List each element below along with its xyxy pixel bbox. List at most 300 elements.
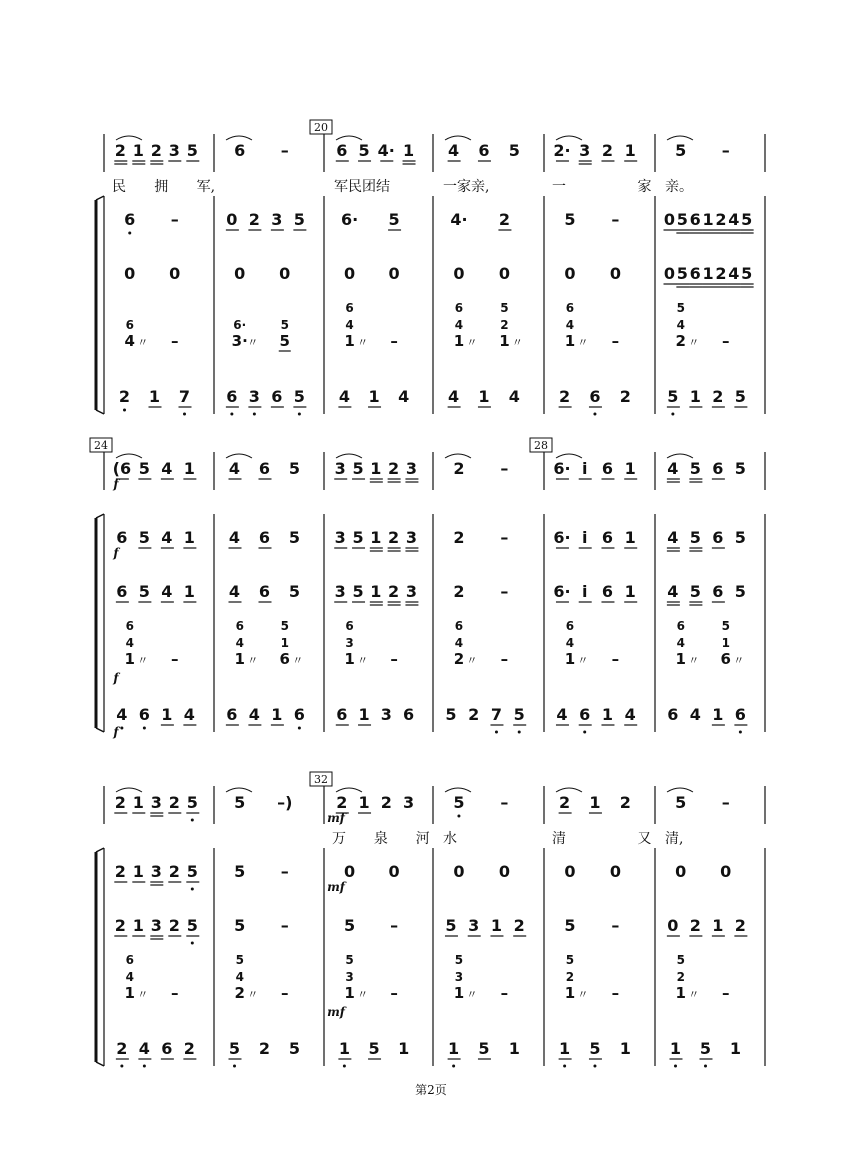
page-number: 第2页: [415, 1083, 447, 1097]
chord-note: –: [171, 984, 179, 1002]
note: 2: [150, 141, 162, 160]
lyric-text: 泉: [373, 831, 388, 847]
note: 5: [186, 862, 198, 881]
note: 5: [675, 793, 687, 812]
chord-note: 6: [279, 650, 290, 668]
chord-note: 6: [720, 650, 731, 668]
note: 5: [741, 264, 753, 283]
chord-note: 4: [345, 318, 354, 332]
note: 6·: [340, 210, 359, 229]
note: 6: [226, 705, 238, 724]
measure-number: 28: [534, 439, 548, 452]
dynamic-mark: f: [113, 546, 119, 560]
tremolo-mark: 〃: [466, 654, 478, 667]
note: 3: [405, 459, 418, 478]
lyric-text: 军,: [196, 179, 216, 195]
note: –: [500, 793, 509, 812]
note: 5: [445, 916, 457, 935]
chord-note: 5: [565, 953, 575, 967]
dynamic-mark: f: [113, 671, 119, 685]
note: 4: [728, 210, 740, 229]
chord-note: 4: [454, 636, 464, 650]
chord-note: 1: [344, 650, 355, 668]
note: 5: [293, 387, 305, 406]
note: 4: [728, 264, 740, 283]
lyric-text: 家: [637, 179, 652, 195]
note: 5: [689, 528, 701, 547]
note: 4: [161, 459, 173, 478]
note: 2: [619, 387, 631, 406]
dynamic-mark: f: [113, 725, 119, 739]
chord-note: 1: [675, 650, 686, 668]
chord-note: 5: [676, 301, 685, 315]
note: 6: [712, 459, 724, 478]
note: 4: [667, 528, 679, 547]
chord-note: 2: [234, 984, 245, 1002]
chord-note: 4: [565, 636, 575, 650]
note: 1: [271, 705, 283, 724]
note: –: [611, 210, 620, 229]
note: 5: [667, 387, 679, 406]
note: 0: [279, 264, 291, 283]
chord-note: 4: [235, 970, 244, 984]
note: 3: [248, 387, 260, 406]
note: 6: [712, 582, 724, 601]
note: 0: [388, 264, 400, 283]
note: 5: [352, 528, 364, 547]
chord-note: 3: [345, 636, 354, 650]
note: 5: [293, 210, 305, 229]
note: 6: [271, 387, 283, 406]
chord-note: 5: [676, 953, 685, 967]
note: 2: [114, 916, 126, 935]
chord-note: 2: [565, 970, 575, 984]
chord-note: 6: [345, 301, 354, 315]
chord-note: –: [390, 984, 398, 1002]
chord-note: 5: [280, 318, 289, 332]
lyric-text: 一: [552, 179, 566, 195]
note: 4: [228, 528, 241, 547]
octave-dot: [704, 1065, 707, 1068]
note: 5: [689, 459, 701, 478]
note: 1: [132, 141, 144, 160]
note: 1: [338, 1039, 350, 1058]
tremolo-mark: 〃: [688, 336, 700, 349]
chord-note: 4: [676, 636, 685, 650]
note: –): [277, 793, 293, 812]
note: 2: [388, 528, 400, 547]
chord-note: 4: [565, 318, 575, 332]
note: 2·: [553, 141, 571, 160]
note: 0: [609, 862, 621, 881]
note: 0: [124, 264, 136, 283]
note: 2: [513, 916, 525, 935]
tremolo-mark: 〃: [137, 988, 149, 1001]
chord-note: 1: [124, 984, 135, 1002]
chord-note: –: [611, 650, 620, 668]
note: 2: [248, 210, 260, 229]
chord-note: 6: [125, 318, 134, 332]
note: 4: [398, 387, 410, 406]
note: 5: [453, 793, 465, 812]
chord-note: 3: [454, 970, 464, 984]
note: 0: [169, 264, 181, 283]
note: 7: [178, 387, 191, 406]
chord-note: –: [722, 984, 730, 1002]
chord-note: 1: [564, 650, 576, 668]
tremolo-mark: 〃: [357, 336, 369, 349]
slur: [445, 136, 471, 140]
octave-dot: [739, 731, 742, 734]
note: 3: [579, 141, 591, 160]
note: 4: [667, 582, 679, 601]
chord-note: 4: [125, 636, 134, 650]
note: 5: [734, 528, 746, 547]
chord-note: –: [390, 332, 398, 350]
tremolo-mark: 〃: [357, 654, 369, 667]
note: 0: [388, 862, 400, 881]
note: 5: [344, 916, 356, 935]
octave-dot: [674, 1065, 677, 1068]
note: –: [611, 916, 620, 935]
note: 2: [715, 264, 727, 283]
note: 4: [183, 705, 195, 724]
note: 1: [712, 705, 724, 724]
note: 5: [508, 141, 520, 160]
note: i: [581, 459, 588, 478]
chord-note: 4: [676, 318, 685, 332]
slur: [445, 454, 471, 458]
tremolo-mark: 〃: [247, 988, 259, 1001]
note: (6: [112, 459, 132, 478]
slur: [226, 788, 252, 792]
chord-note: 1: [721, 636, 730, 650]
slur: [336, 788, 362, 792]
note: 2: [336, 793, 348, 812]
note: 1: [624, 141, 636, 160]
note: 1: [689, 387, 701, 406]
chord-note: 4: [124, 332, 135, 350]
chord-note: 4: [125, 970, 134, 984]
note: 0: [226, 210, 238, 229]
note: 5: [675, 141, 687, 160]
chord-note: 3·: [231, 332, 248, 350]
chord-note: 5: [345, 953, 354, 967]
note: 2: [114, 141, 126, 160]
note: 5: [445, 705, 457, 724]
note: 1: [559, 1039, 571, 1058]
note: –: [280, 916, 289, 935]
note: 1: [448, 1039, 460, 1058]
note: 6: [161, 1039, 173, 1058]
note: 1: [624, 459, 636, 478]
slur: [556, 454, 582, 458]
note: 2: [183, 1039, 195, 1058]
note: 0: [663, 210, 676, 229]
note: 1: [132, 793, 144, 812]
note: 4: [508, 387, 520, 406]
note: 2: [734, 916, 746, 935]
chord-note: 2: [675, 332, 686, 350]
chord-note: 1: [453, 332, 465, 350]
note: 2: [453, 582, 465, 601]
octave-dot: [452, 1065, 455, 1068]
note: 4: [228, 459, 241, 478]
note: 3: [468, 916, 480, 935]
chord-note: –: [611, 984, 620, 1002]
lyric-text: 民: [112, 179, 126, 195]
octave-dot: [583, 731, 586, 734]
chord-note: 6: [454, 301, 464, 315]
slur: [556, 788, 582, 792]
note: 4: [624, 705, 636, 724]
note: 4·: [377, 141, 395, 160]
note: 6: [478, 141, 490, 160]
note: –: [280, 141, 289, 160]
note: 6: [336, 141, 348, 160]
note: 0: [663, 264, 676, 283]
note: 2: [619, 793, 631, 812]
chord-note: 1: [234, 650, 245, 668]
slur: [667, 788, 693, 792]
note: 3: [402, 793, 415, 812]
note: 0: [344, 862, 356, 881]
note: 0: [609, 264, 621, 283]
note: 5: [138, 459, 150, 478]
chord-note: –: [611, 332, 620, 350]
note: 6: [601, 528, 614, 547]
note: 6: [116, 528, 128, 547]
note: 3: [405, 582, 418, 601]
octave-dot: [518, 731, 521, 734]
note: 2: [118, 387, 131, 406]
tremolo-mark: 〃: [357, 988, 369, 1001]
note: 5: [352, 459, 364, 478]
chord-note: 6·: [233, 318, 247, 332]
note: 5: [234, 862, 246, 881]
note: 2: [559, 387, 571, 406]
lyric-text: 亲。: [665, 179, 693, 195]
tremolo-mark: 〃: [577, 988, 589, 1001]
tremolo-mark: 〃: [466, 988, 478, 1001]
note: 2: [712, 387, 724, 406]
chord-note: 4: [235, 636, 244, 650]
note: 5: [358, 141, 370, 160]
note: 4: [689, 705, 701, 724]
note: 6: [689, 210, 701, 229]
note: 1: [183, 582, 195, 601]
note: 6: [589, 387, 601, 406]
chord-note: 1: [675, 984, 686, 1002]
note: 4: [161, 582, 173, 601]
note: 1: [702, 264, 714, 283]
chord-note: 6: [235, 619, 244, 633]
note: 2: [258, 1039, 271, 1058]
chord-note: –: [500, 984, 509, 1002]
note: –: [390, 916, 399, 935]
tremolo-mark: 〃: [688, 988, 700, 1001]
note: 6: [258, 459, 271, 478]
note: 6: [293, 705, 305, 724]
octave-dot: [593, 1065, 596, 1068]
note: 5: [138, 582, 150, 601]
note: 2: [168, 916, 180, 935]
note: 1: [624, 528, 636, 547]
note: 5: [228, 1039, 241, 1058]
octave-dot: [671, 413, 674, 416]
chord-note: 6: [125, 953, 134, 967]
octave-dot: [495, 731, 498, 734]
note: 3: [334, 459, 346, 478]
note: 5: [288, 459, 301, 478]
note: –: [500, 459, 509, 478]
note: 1: [729, 1039, 742, 1058]
note: 4: [448, 387, 460, 406]
octave-dot: [298, 727, 301, 730]
tremolo-mark: 〃: [137, 654, 149, 667]
slur: [445, 788, 471, 792]
note: 4: [556, 705, 568, 724]
note: 6: [116, 582, 128, 601]
note: 3: [334, 528, 346, 547]
note: 1: [358, 793, 370, 812]
octave-dot: [563, 1065, 566, 1068]
note: 6: [234, 141, 246, 160]
dynamic-mark: mf: [327, 811, 345, 825]
note: –: [721, 141, 730, 160]
chord-note: 6: [454, 619, 464, 633]
chord-note: 6: [565, 301, 575, 315]
lyric-text: 河: [415, 831, 430, 847]
lyric-text: 一家亲,: [443, 179, 490, 195]
note: 6: [601, 582, 614, 601]
note: 1: [508, 1039, 520, 1058]
note: i: [581, 528, 588, 547]
chord-note: 1: [564, 984, 576, 1002]
note: 5: [288, 1039, 301, 1058]
chord-note: 5: [279, 332, 290, 350]
note: 0: [344, 264, 356, 283]
note: 5: [388, 210, 400, 229]
chord-note: 6: [565, 619, 575, 633]
note: 1: [183, 528, 195, 547]
chord-note: –: [500, 650, 509, 668]
note: 1: [702, 210, 714, 229]
slur: [226, 454, 252, 458]
note: 6: [258, 582, 271, 601]
note: 4: [116, 705, 128, 724]
octave-dot: [343, 1065, 346, 1068]
tremolo-mark: 〃: [247, 336, 259, 349]
octave-dot: [191, 942, 194, 945]
note: 5: [699, 1039, 712, 1058]
note: 0: [498, 862, 510, 881]
note: 5: [352, 582, 364, 601]
note: 2: [388, 582, 400, 601]
note: 3: [168, 141, 180, 160]
tremolo-mark: 〃: [137, 336, 149, 349]
chord-note: 5: [721, 619, 730, 633]
note: 3: [271, 210, 283, 229]
chord-note: –: [171, 650, 179, 668]
slur: [116, 136, 142, 140]
note: –: [170, 210, 179, 229]
chord-note: 2: [453, 650, 465, 668]
octave-dot: [120, 1065, 123, 1068]
chord-note: 1: [124, 650, 135, 668]
slur: [336, 136, 362, 140]
measure-number: 24: [94, 439, 108, 452]
note: –: [500, 528, 509, 547]
slur: [667, 136, 693, 140]
note: 5: [564, 916, 576, 935]
note: 2: [114, 793, 126, 812]
lyric-text: 水: [443, 831, 457, 847]
octave-dot: [123, 409, 126, 412]
note: 0: [564, 264, 576, 283]
octave-dot: [183, 413, 186, 416]
slur: [556, 136, 582, 140]
note: 1: [370, 528, 382, 547]
chord-note: 1: [499, 332, 510, 350]
note: 5: [288, 528, 301, 547]
note: i: [581, 582, 588, 601]
octave-dot: [191, 888, 194, 891]
lyric-text: 万: [332, 831, 346, 847]
note: 6: [667, 705, 679, 724]
chord-note: 4: [454, 318, 464, 332]
chord-note: 3: [345, 970, 354, 984]
note: 0: [667, 916, 679, 935]
note: 5: [676, 210, 688, 229]
note: 5: [564, 210, 576, 229]
note: 2: [601, 141, 614, 160]
lyric-text: 又: [637, 831, 652, 847]
note: 5: [186, 916, 198, 935]
note: 6·: [553, 459, 571, 478]
note: 5: [186, 793, 198, 812]
tremolo-mark: 〃: [466, 336, 478, 349]
note: 2: [453, 528, 465, 547]
note: 2: [168, 862, 180, 881]
note: 7: [490, 705, 503, 724]
chord-note: –: [722, 332, 730, 350]
tremolo-mark: 〃: [577, 654, 589, 667]
chord-note: 1: [344, 332, 355, 350]
octave-dot: [233, 1065, 236, 1068]
note: 5: [478, 1039, 490, 1058]
note: 5: [288, 582, 301, 601]
note: 2: [380, 793, 392, 812]
note: 5: [734, 459, 746, 478]
note: –: [500, 582, 509, 601]
note: 1: [601, 705, 614, 724]
note: 5: [368, 1039, 380, 1058]
note: 1: [619, 1039, 631, 1058]
note: 6·: [553, 582, 571, 601]
note: 6: [579, 705, 591, 724]
note: 1: [358, 705, 370, 724]
lyric-text: 清,: [665, 831, 684, 847]
octave-dot: [253, 413, 256, 416]
octave-dot: [120, 727, 123, 730]
chord-note: 5: [235, 953, 244, 967]
note: 1: [132, 916, 144, 935]
note: 4: [667, 459, 679, 478]
octave-dot: [457, 815, 460, 818]
dynamic-mark: mf: [327, 880, 345, 894]
chord-note: 5: [500, 301, 509, 315]
